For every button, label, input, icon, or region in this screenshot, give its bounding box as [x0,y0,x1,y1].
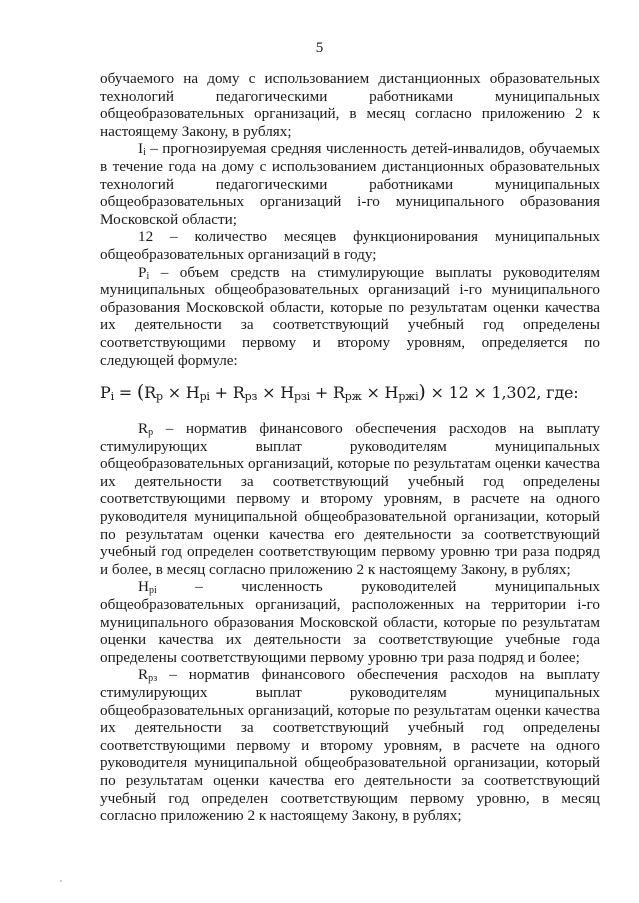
paragraph-2 [100,140,600,228]
page-content [100,70,600,825]
paragraph-1: обучаемого на дому с использованием дистанционных образовательных технологий педагогическими работниками муниципальных общеобразовательных организаций, в месяц согласно приложению 2 к настоящему Закону, в рублях; [100,70,600,140]
formula-close-paren: ) [418,381,426,404]
formula-operator: × [361,383,385,403]
formula-term: R [332,383,345,403]
formula-term: H [185,383,200,403]
page-number: 5 [315,40,324,56]
formula-lhs: P [100,383,111,403]
paragraph-7-text: – норматив финансового обеспечения расходов на выплату стимулирующих выплат руководителям муниципальных общеобразовательных организаций, которые по результатам оценки качества их деятельности за соответствующий учебный год определены соответствующими первому и второму уровням, в расчете на одного руководителя муниципальной общеобразовательной организации, который по результатам оценки качества его деятельности за соответствующий учебный год определен соответствующим первому уровню, в месяц согласно приложению 2 к настоящему Закону, в рублях; [100,666,600,825]
formula-term-sub: рж [344,390,362,404]
symbol-p: P [138,263,147,281]
symbol-rz: R [138,666,149,684]
formula-operator: + [209,383,233,403]
symbol-rz-sub: рз [148,673,158,685]
formula-equals: = [113,383,137,403]
symbol-i-sub: i [143,147,146,159]
symbol-h-sub: pi [148,585,157,597]
formula-term: R [232,383,245,403]
paragraph-4-text: – объем средств на стимулирующие выплаты руководителям муниципальных общеобразовательных организаций i-го муниципального образования Московской области, которые по результатам оценки качества их деятельности за соответствующий учебный год определены соответствующими первому и второму уровням, определяется по следующей формуле: [100,263,600,369]
formula-tail: × 12 × 1,302 [425,383,537,403]
paragraph-6-text: – численность руководителей муниципальных общеобразовательных организаций, расположенных на территории i-го муниципального образования Московской области, которые по результатам оценки качества их деятельности за соответствующие учебные года определены соответствующими первому уровню три раза подряд и более; [100,578,600,666]
formula-open-paren: ( [136,381,145,404]
paragraph-5-text: – норматив финансового обеспечения расходов на выплату стимулирующих выплат руководителям муниципальных общеобразовательных организаций, которые по результатам оценки качества их деятельности за соответствующий учебный год определены соответствующими первому и второму уровням, в расчете на одного руководителя муниципальной общеобразовательной организации, который по результатам оценки качества его деятельности за соответствующий учебный год определен соответствующим первому уровню три раза подряд и более, в месяц согласно приложению 2 к настоящему Закону, в рублях; [100,420,600,578]
paragraph-5 [100,420,600,578]
formula-term-sub: ржi [398,390,419,404]
formula [100,382,600,403]
symbol-p-sub: i [146,270,150,282]
formula-operator: × [162,383,186,403]
paragraph-3: 12 – количество месяцев функционирования муниципальных общеобразовательных организаций в году; [100,228,600,263]
symbol-r: R [138,420,149,438]
symbol-i: I [138,140,144,158]
formula-lhs-sub: i [110,390,114,404]
scan-speck [60,880,62,882]
formula-term: H [384,383,399,403]
formula-term-sub: рi [199,390,210,404]
formula-operator: + [309,383,333,403]
formula-suffix: , где: [536,383,579,403]
paragraph-6 [100,578,600,666]
paragraph-2-text: – прогнозируемая средняя численность детей-инвалидов, обучаемых в течение года на дому с использованием дистанционных образовательных технологий педагогическими работниками муниципальных общеобразовательных организаций i-го муниципального образования Московской области; [100,140,600,228]
symbol-r-sub: р [148,427,154,439]
symbol-h: H [138,578,149,596]
formula-operator: × [257,383,281,403]
formula-term-sub: р [155,390,163,404]
formula-term: H [280,383,294,403]
paragraph-4 [100,264,600,370]
formula-term-sub: рз [244,390,258,404]
formula-term: R [144,383,156,403]
formula-term-sub: рзi [293,390,310,404]
paragraph-7 [100,666,600,824]
